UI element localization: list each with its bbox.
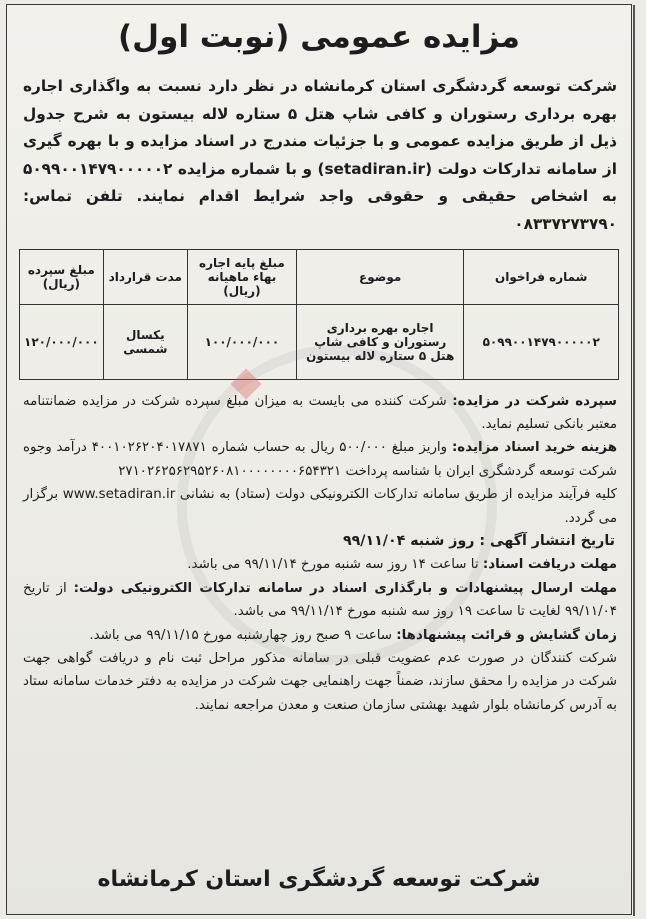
issuer-signature: شرکت توسعه گردشگری استان کرمانشاه bbox=[97, 867, 541, 892]
submit-label: مهلت ارسال پیشنهادات و بارگذاری اسناد در سامانه تدارکات الکترونیکی دولت: bbox=[73, 580, 617, 596]
deposit-paragraph bbox=[23, 390, 617, 437]
receive-label: مهلت دریافت اسناد: bbox=[482, 557, 617, 573]
notice-title: مزایده عمومی (نوبت اول) bbox=[118, 19, 520, 55]
table-row bbox=[20, 304, 619, 379]
receive-text: تا ساعت ۱۴ روز سه شنبه مورخ ۹۹/۱۱/۱۴ می باشد. bbox=[187, 557, 479, 573]
receive-paragraph bbox=[23, 553, 617, 576]
table-header-row bbox=[20, 249, 619, 304]
header-duration: مدت قرارداد bbox=[103, 249, 187, 304]
open-text: ساعت ۹ صبح روز چهارشنبه مورخ ۹۹/۱۱/۱۵ می باشد. bbox=[89, 627, 393, 643]
notice-page bbox=[6, 4, 632, 915]
publish-date: تاریخ انتشار آگهی : روز شنبه ۹۹/۱۱/۰۴ bbox=[342, 533, 615, 549]
note-paragraph: شرکت کنندگان در صورت عدم عضویت قبلی در سامانه مذکور مراحل ثبت نام و دریافت گواهی جهت شرکت در مزایده را محقق سازند، ضمناً جهت راهنمایی جهت شرکت در مزایده به دفتر خدمات سامانه ستاد به آدرس کرمانشاه بلوار شهید بهشتی سازمان صنعت و معدن مراجعه نمایند. bbox=[23, 651, 617, 713]
open-label: زمان گشایش و قرائت پیشنهادها: bbox=[396, 627, 617, 643]
auction-table bbox=[19, 249, 619, 380]
contact-phone: ۰۸۳۳۷۲۷۳۷۹۰ bbox=[514, 214, 617, 233]
cell-subject: اجاره بهره برداری رستوران و کافی شاپ هتل ۵ ستاره لاله بیستون bbox=[296, 304, 463, 379]
intro-text: شرکت توسعه گردشگری استان کرمانشاه در نظر دارد نسبت به واگذاری اجاره بهره برداری رستوران و کافی شاپ هتل ۵ ستاره لاله بیستون به شرح جدول ذیل از طریق مزایده عمومی و با جزئیات مندرج در اسناد مزایده و با بهره گیری از سامانه تدارکات دولت (setadiran.ir) و با شماره مزایده ۵۰۹۹۰۰۱۴۷۹۰۰۰۰۰۲ به اشخاص حقیقی و حقوقی واجد شرایط اقدام نمایند. تلفن تماس: bbox=[23, 77, 617, 206]
header-subject: موضوع bbox=[296, 249, 463, 304]
header-base-rent: مبلغ پایه اجاره بهاء ماهیانه (ریال) bbox=[187, 249, 296, 304]
page-edge-line bbox=[633, 5, 635, 916]
deposit-label: سپرده شرکت در مزایده: bbox=[452, 393, 617, 409]
open-paragraph bbox=[23, 624, 617, 647]
details-section bbox=[7, 380, 631, 718]
purchase-paragraph bbox=[23, 436, 617, 483]
submit-paragraph bbox=[23, 577, 617, 624]
cell-deposit: ۱۲۰/۰۰۰/۰۰۰ bbox=[20, 304, 104, 379]
header-deposit: مبلغ سپرده (ریال) bbox=[20, 249, 104, 304]
intro-paragraph bbox=[7, 73, 631, 239]
deposit-text: شرکت کننده می بایست به میزان مبلغ سپرده شرکت در مزایده ضمانتنامه معتبر بانکی تسلیم نماید. bbox=[23, 393, 617, 432]
cell-duration: یکسال شمسی bbox=[103, 304, 187, 379]
header-call-number: شماره فراخوان bbox=[464, 249, 619, 304]
process-paragraph: کلیه فرآیند مزایده از طریق سامانه تدارکات الکترونیکی دولت (ستاد) به نشانی www.setadiran.ir برگزار می گردد. bbox=[23, 487, 617, 526]
purchase-text: واریز مبلغ ۵۰۰/۰۰۰ ریال به حساب شماره ۴۰۰۱۰۲۶۲۰۴۰۱۷۸۷۱ درآمد وجوه شرکت توسعه گردشگری ایران با شناسه پرداخت ۲۷۱۰۲۶۲۵۶۲۹۵۲۶۰۸۱۰۰۰۰۰۰۰۰۶۵۴۳۲۱ bbox=[23, 440, 617, 479]
cell-base-rent: ۱۰۰/۰۰۰/۰۰۰ bbox=[187, 304, 296, 379]
submit-text: از تاریخ ۹۹/۱۱/۰۴ لغایت تا ساعت ۱۹ روز سه شنبه مورخ ۹۹/۱۱/۱۴ می باشد. bbox=[23, 580, 617, 620]
cell-call-number: ۵۰۹۹۰۰۱۴۷۹۰۰۰۰۰۲ bbox=[464, 304, 619, 379]
purchase-label: هزینه خرید اسناد مزایده: bbox=[451, 440, 617, 456]
